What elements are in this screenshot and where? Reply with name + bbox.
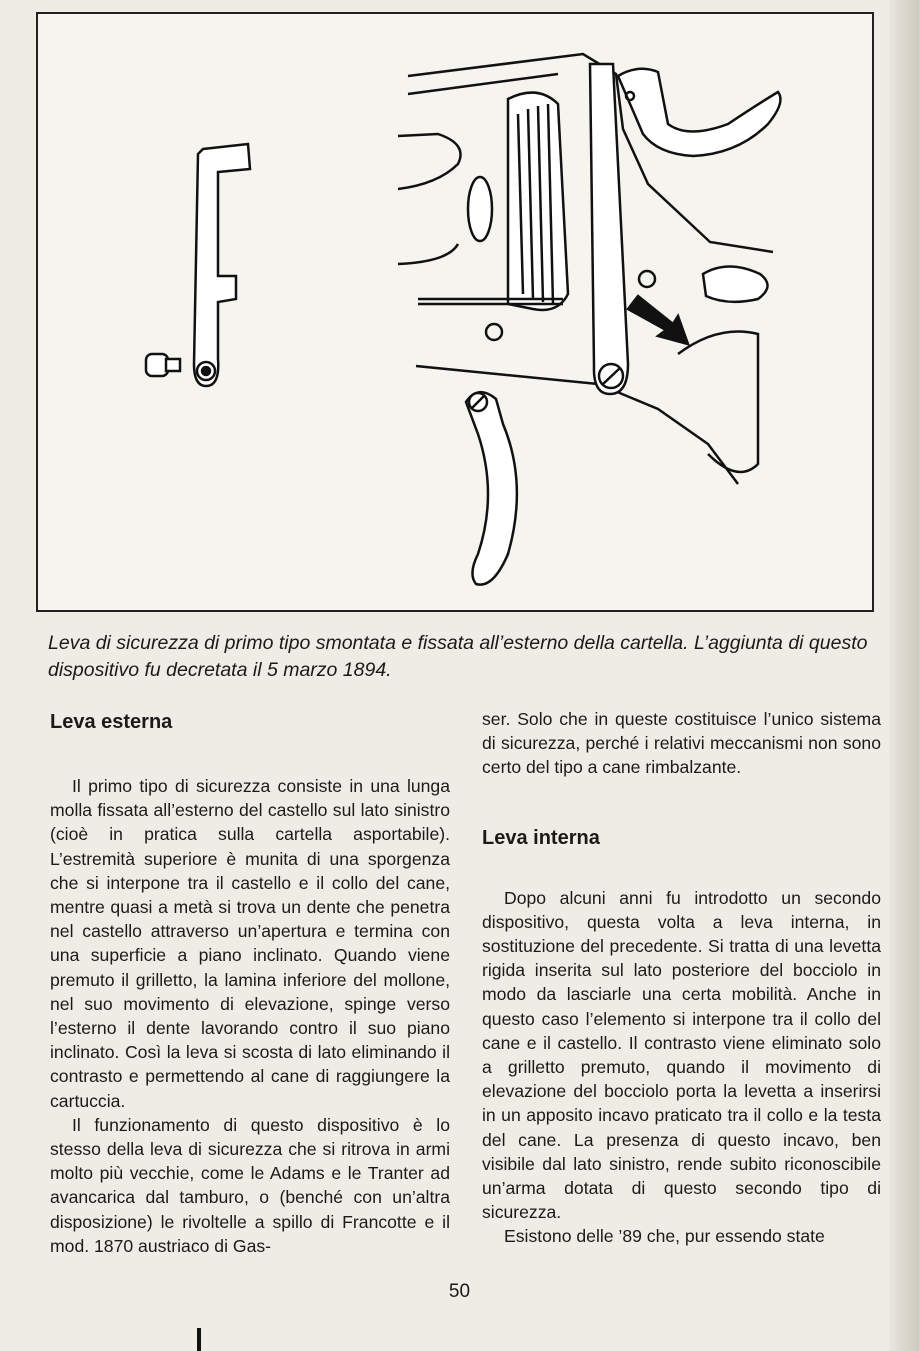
frame-drawing — [398, 54, 780, 585]
page-number: 50 — [448, 1281, 471, 1302]
paragraph: Dopo alcuni anni fu introdotto un secondo dispositivo, questa volta a leva interna, in sostituzione del precedente. Si tratta di una levetta rigida inserita sul lato posteriore del bocciolo in modo da lasciarle una certa mobilità. Anche in questo caso l’elemento si interpone tra il collo del cane e il castello. Il contrasto viene eliminato solo a grilletto premuto, quando il movimento di elevazione del bocciolo porta la levetta a inserirsi in un apposito incavo praticato tra il collo e la testa del cane. La presenza di questo incavo, ben visibile dal lato sinistro, rende subito riconoscibile un’arma dotata di questo secondo tipo di sicurezza. — [482, 887, 881, 1223]
right-column — [482, 707, 881, 1249]
left-column — [50, 710, 450, 1258]
revolver-illustration — [38, 14, 874, 612]
figure-caption: Leva di sicurezza di primo tipo smontata e fissata all’esterno della cartella. L’aggiunta di questo dispositivo fu decretata il 5 marzo 1894. — [48, 632, 868, 681]
figure-frame — [36, 12, 874, 612]
paragraph: Il primo tipo di sicurezza consiste in una lunga molla fissata all’esterno del castello sul lato sinistro (cioè in pratica sulla cartella asportabile). L’estremità superiore è munita di una sporgenza che si interpone tra il castello e il collo del cane, mentre quasi a metà si trova un dente che penetra nel castello attraverso un’apertura e termina con una superficie a piano inclinato. Quando viene premuto il grilletto, la lamina inferiore del mollone, nel suo movimento di elevazione, spinge verso l’esterno il dente lavorando contro il suo piano inclinato. Così la leva si scosta di lato eliminando il contrasto e permettendo al cane di raggiungere la cartuccia. — [50, 776, 450, 1111]
paragraph: Il funzionamento di questo dispositivo è lo stesso della leva di sicurezza che si ritrova in armi molto più vecchie, come le Adams e le Tranter ad avancarica dal tamburo, o (benché con un’altra disposizione) le rivoltelle a spillo di Francotte e il mod. 1870 austriaco di Gas- — [50, 1114, 450, 1256]
page-edge — [889, 0, 919, 1351]
paragraph: Esistono delle ’89 che, pur essendo state — [504, 1226, 825, 1247]
section-heading-leva-interna: Leva interna — [482, 826, 600, 849]
paragraph-continuation: ser. Solo che in queste costituisce l’unico sistema di sicurezza, perché i relativi meccanismi non sono certo del tipo a cane rimbalzante. — [482, 709, 881, 778]
section-heading-leva-esterna: Leva esterna — [50, 711, 173, 733]
safety-lever-part — [146, 144, 250, 386]
binding-mark — [197, 1328, 201, 1351]
